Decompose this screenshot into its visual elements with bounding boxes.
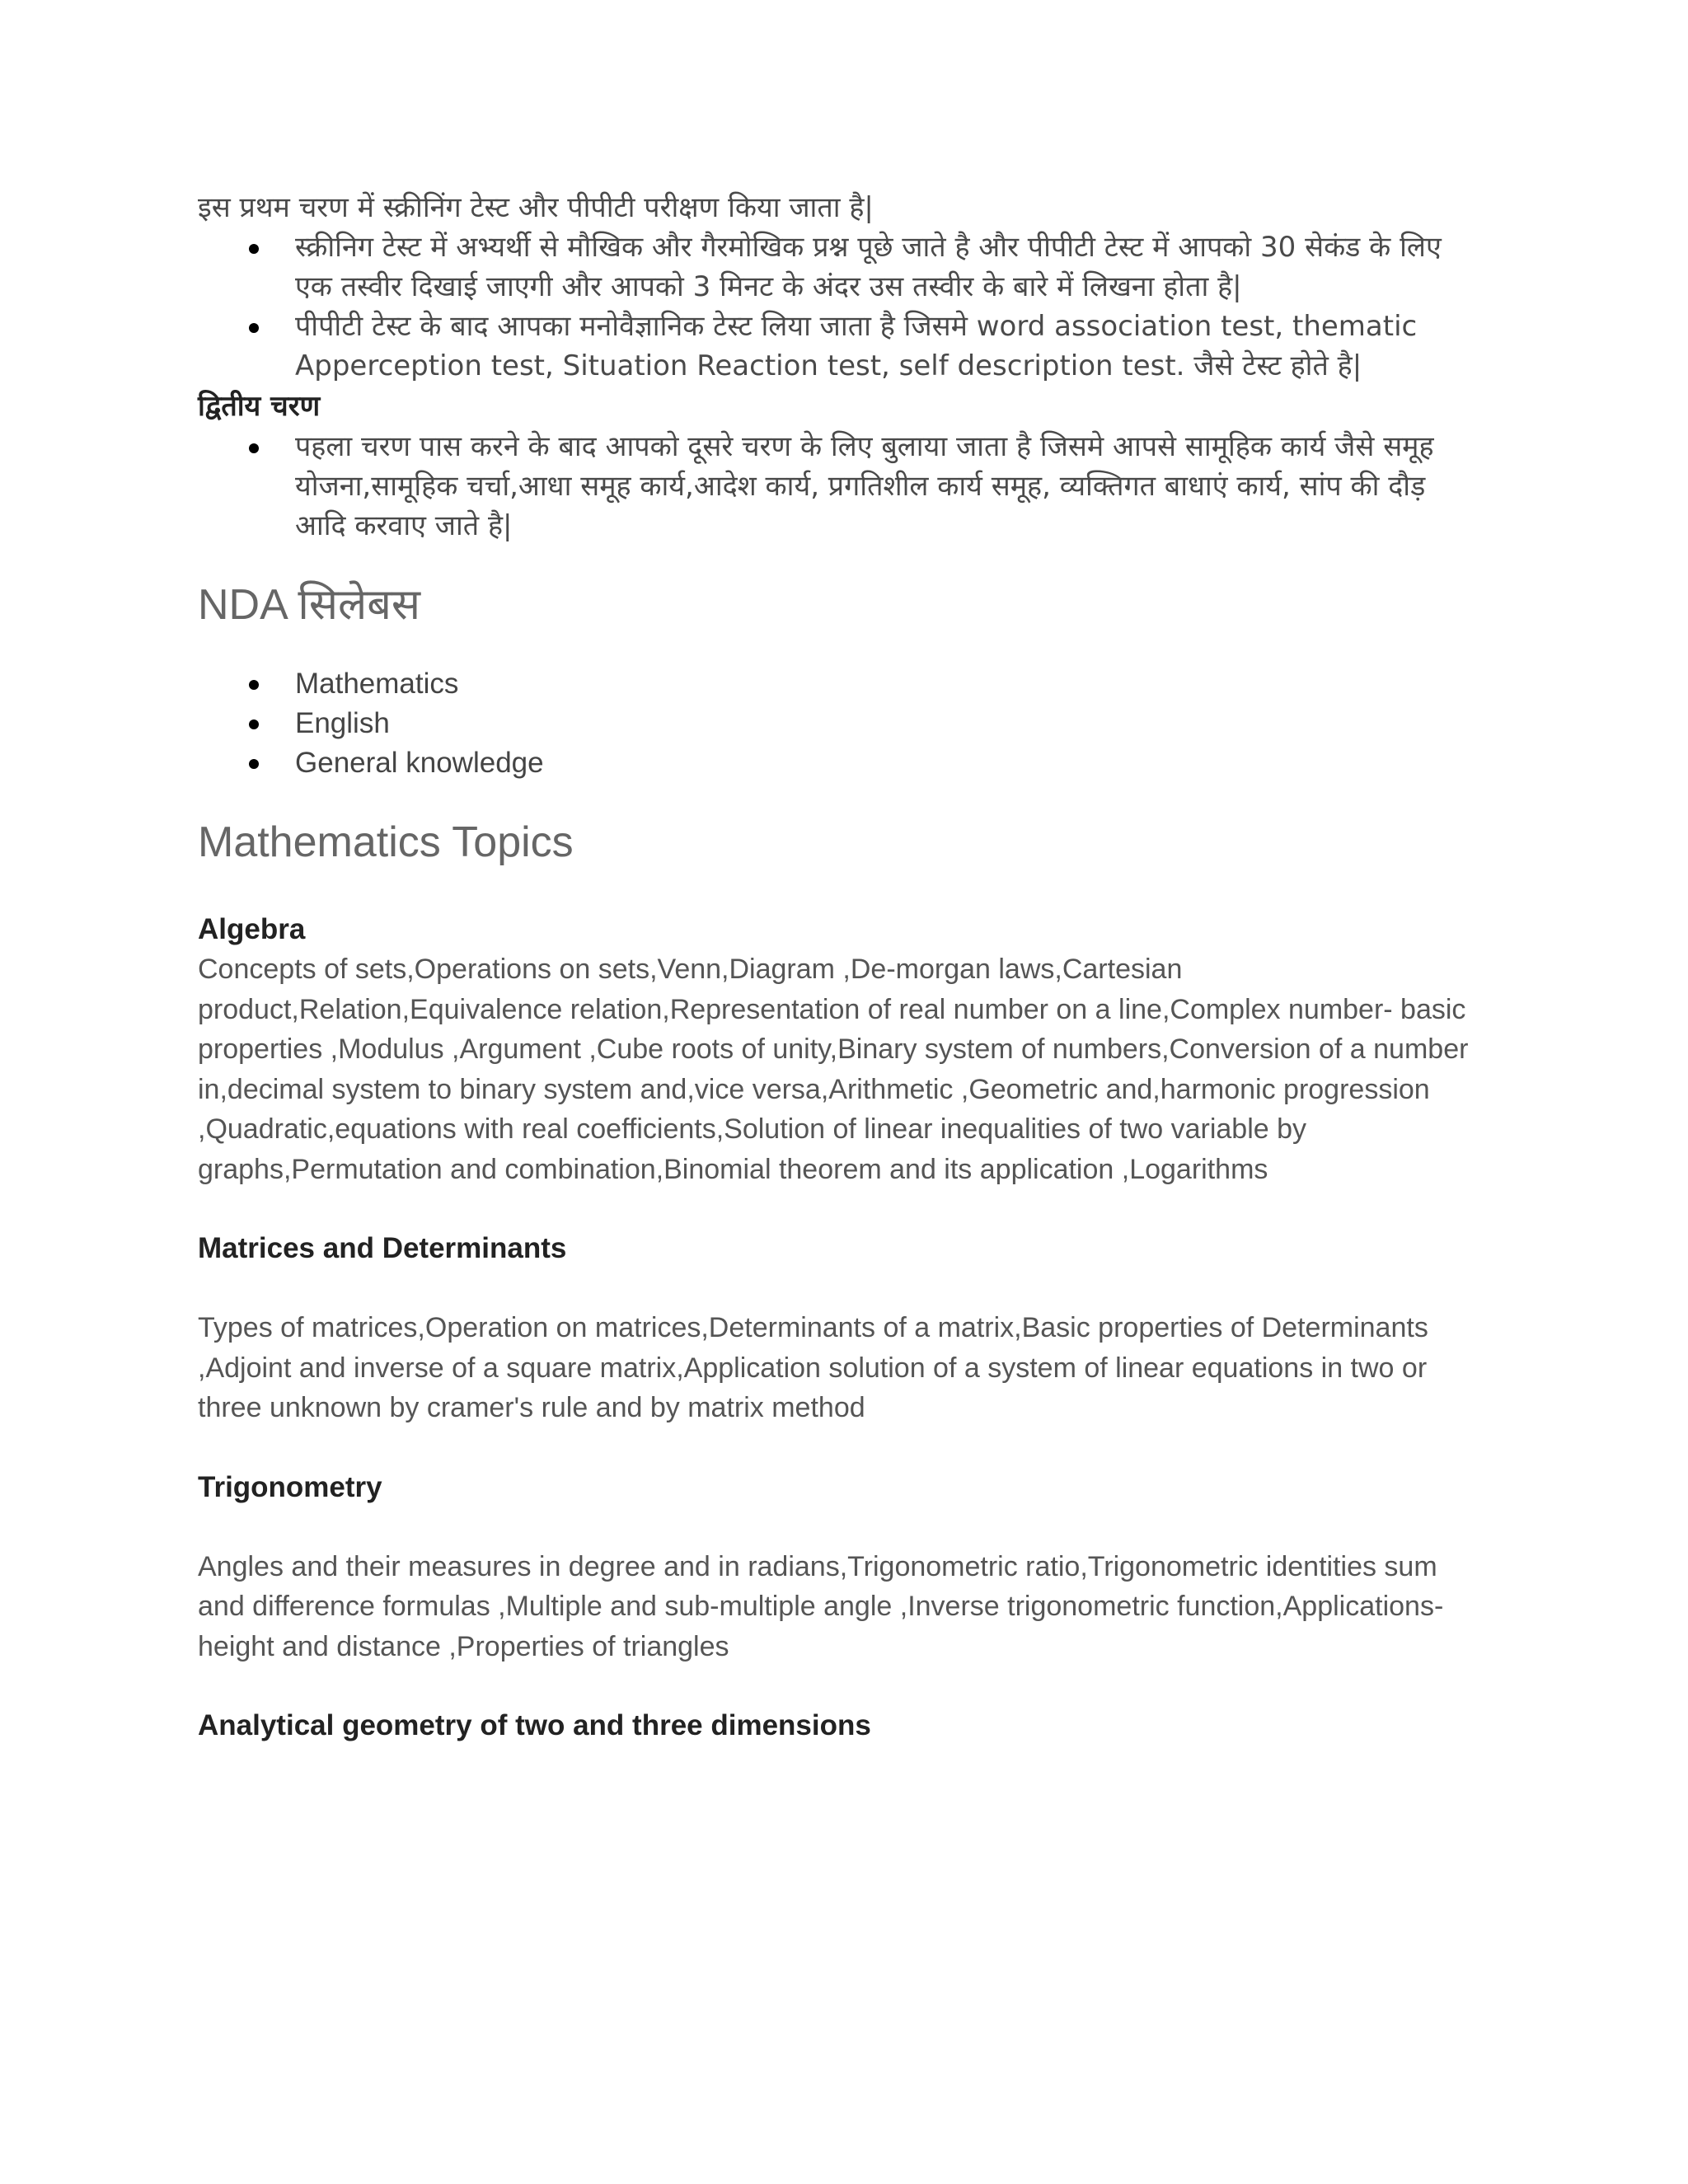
trigonometry-heading: Trigonometry [198,1470,382,1503]
matrices-heading: Matrices and Determinants [198,1232,567,1264]
matrices-body: Types of matrices,Operation on matrices,Determinants of a matrix,Basic properties of Determinants ,Adjoint and inverse of a square matrix,Application solution of a system of linear equations in two or three unknown by cramer's rule and by matrix method [198,1312,1428,1423]
algebra-body: Concepts of sets,Operations on sets,Venn,Diagram ,De-morgan laws,Cartesian product,Relation,Equivalence relation,Representation of real number on a line,Complex number- basic properties ,Modulus ,Argument ,Cube roots of unity,Binary system of numbers,Conversion of a number in,decimal system to binary system and,vice versa,Arithmetic ,Geometric and,harmonic progression ,Quadratic,equations with real coefficients,Solution of linear inequalities of two variable by graphs,Permutation and combination,Binomial theorem and its application ,Logarithms [198,954,1469,1185]
subject-item-general-knowledge: General knowledge [198,743,1484,783]
nda-syllabus-title: NDA सिलेबस [198,581,421,629]
list-item: स्क्रीनिग टेस्ट में अभ्यर्थी से मौखिक और गैरमोखिक प्रश्न पूछे जाते है और पीपीटी टेस्ट में आपको 30 सेकंड के लिए एक तस्वीर दिखाई जाएगी और आपको 3 मिनट के अंदर उस तस्वीर के बारे में लिखना होता है| [198,227,1484,307]
second-stage-list [198,427,1484,546]
mathematics-topics-title: Mathematics Topics [198,818,574,866]
list-item: पीपीटी टेस्ट के बाद आपका मनोवैज्ञानिक टेस्ट लिया जाता है जिसमे word association test, thematic Apperception test, Situation Reaction test, self description test. जैसे टेस्ट होते है| [198,307,1484,386]
first-stage-intro: इस प्रथम चरण में स्क्रीनिंग टेस्ट और पीपीटी परीक्षण किया जाता है| [198,191,874,224]
list-item: पहला चरण पास करने के बाद आपको दूसरे चरण के लिए बुलाया जाता है जिसमे आपसे सामूहिक कार्य जैसे समूह योजना,सामूहिक चर्चा,आधा समूह कार्य,आदेश कार्य, प्रगतिशील कार्य समूह, व्यक्तिगत बाधाएं कार्य, सांप की दौड़ आदि करवाए जाते है| [198,427,1484,546]
document-page [198,188,1484,1746]
trigonometry-body: Angles and their measures in degree and in radians,Trigonometric ratio,Trigonometric identities sum and difference formulas ,Multiple and sub-multiple angle ,Inverse trigonometric function,Applications- height and distance ,Properties of triangles [198,1550,1444,1662]
subject-item-mathematics: Mathematics [198,664,1484,704]
second-stage-heading: द्वितीय चरण [198,390,321,423]
subject-item-english: English [198,704,1484,743]
analytical-geometry-heading: Analytical geometry of two and three dimensions [198,1709,871,1741]
subjects-list [198,664,1484,783]
algebra-heading: Algebra [198,913,306,945]
first-stage-list [198,227,1484,386]
